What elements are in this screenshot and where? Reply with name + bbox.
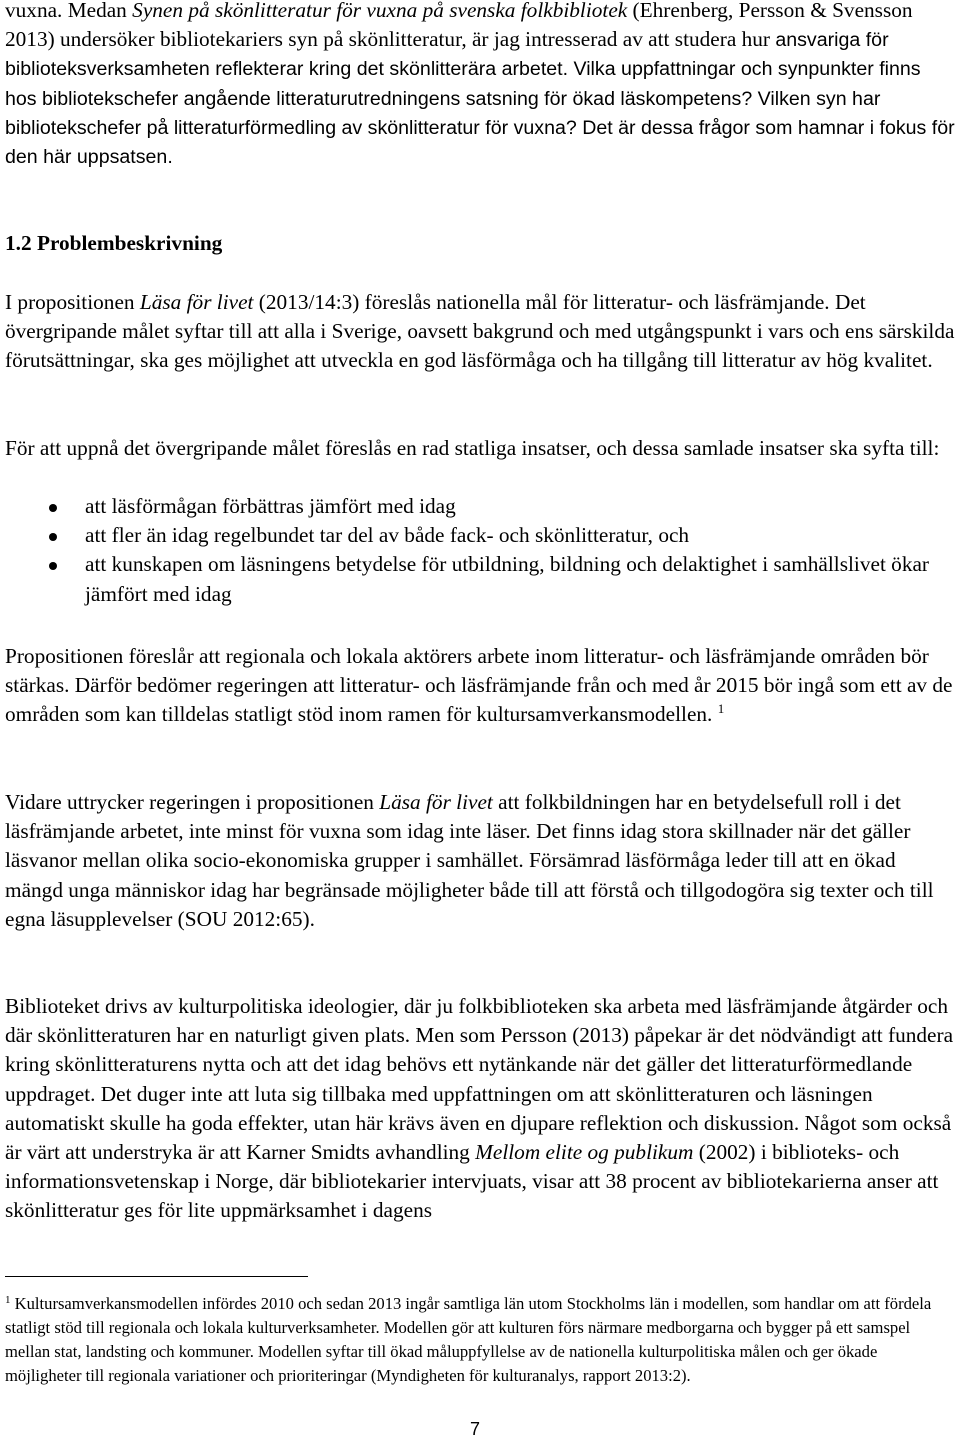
footnote — [5, 1292, 957, 1388]
cited-title: Läsa för livet — [379, 790, 493, 814]
paragraph-proposition — [5, 288, 957, 376]
intro-text-sans: ansvariga för biblioteksverksamheten reflekterar kring det skönlitterära arbetet. Vilka uppfattningar och synpunkter finns hos bibliotekschefer angående litteraturutredningens satsning för ökad läskompetens? Vilken syn har bibliotekschefer på litteraturförmedling av skönlitteratur för vuxna? Det är dessa frågor som hamnar i fokus för den här uppsatsen. — [5, 29, 955, 169]
paragraph-text: Vidare uttrycker regeringen i propositionen — [5, 790, 380, 814]
footnote-text: Kultursamverkansmodellen infördes 2010 och sedan 2013 ingår samtliga län utom Stockholms län i modellen, som handlar om att fördela statligt stöd till regionala och lokala kulturverksamheter. Modellen gör att kulturen förs närmare medborgarna och bygger på ett samspel mellan stat, landsting och kommuner. Modellen syftar till ökad måluppfyllelse av de nationella kulturpolitiska målen och ger ökade möjligheter till regionala variationer och prioriteringar (Myndigheten för kulturanalys, rapport 2013:2). — [5, 1294, 932, 1385]
cited-title: Mellom elite og publikum — [475, 1140, 694, 1165]
bullet-list — [5, 492, 957, 609]
intro-paragraph — [5, 0, 957, 172]
paragraph-text: Propositionen föreslår att regionala och lokala aktörers arbete inom litteratur- och läsfrämjande områden bör stärkas. Därför bedömer regeringen att litteratur- och läsfrämjande från och med år 2015 bör ingå som ett av de områden som kan tilldelas statligt stöd inom ramen för kultursamverkansmodellen. — [5, 644, 953, 727]
bullet-icon — [49, 533, 57, 541]
paragraph-text: (2013/14:3) föreslås nationella mål för litteratur- och läsfrämjande. Det övergripande målet syftar till att alla i Sverige, oavsett bakgrund och med utgångspunkt i vars och ens särskilda förutsättningar, ska ges möjlighet att utveckla en god läsförmåga och ha tillgång till litteratur av hög kvalitet. — [5, 290, 955, 373]
paragraph-text: att folkbildningen har en betydelsefull roll i det läsfrämjande arbetet, inte minst för vuxna som idag inte läser. Det finns idag stora skillnader när det gäller läsvanor mellan olika socio-ekonomiska grupper i samhället. Försämrad läsförmåga leder till att en ökad mängd unga människor idag har begränsade möjligheter både till att förstå och tillgodogöra sig texter och till egna läsupplevelser (SOU 2012:65). — [5, 790, 934, 931]
bullet-icon — [49, 504, 57, 512]
intro-cited-title: Synen på skönlitteratur för vuxna på svenska folkbibliotek — [132, 0, 628, 22]
section-heading: 1.2 Problembeskrivning — [5, 231, 223, 255]
paragraph-folkbildning — [5, 788, 957, 934]
paragraph-insatser: För att uppnå det övergripande målet föreslås en rad statliga insatser, och dessa samlade insatser ska syfta till: — [5, 436, 940, 460]
list-item-text: att fler än idag regelbundet tar del av både fack- och skönlitteratur, och — [85, 523, 690, 548]
bullet-icon — [49, 562, 57, 570]
list-item — [5, 521, 957, 550]
paragraph-text: (2002) i biblioteks- och informationsvetenskap i Norge, där bibliotekarier intervjuats, visar att 38 procent av bibliotekarierna anser att skönlitteratur ges för lite uppmärksamhet i dagens — [5, 1140, 939, 1223]
paragraph-text: Biblioteket drivs av kulturpolitiska ideologier, där ju folkbiblioteken ska arbeta med läsfrämjande åtgärder och där skönlitteraturen har en naturligt given plats. Men som Persson (2013) påpekar är det nödvändigt att fundera kring skönlitteraturens nytta och att det idag behövs ett nytänkande när det gäller det litteraturförmedlande uppdraget. Det duger inte att luta sig tillbaka med uppfattningen om att skönlitteraturen och läsningen automatiskt skulle ha goda effekter, utan här krävs även en djupare reflektion och diskussion. Något som också är värt att understryka är att Karner Smidts avhandling — [5, 994, 954, 1165]
paragraph-biblioteket — [5, 992, 957, 1226]
paragraph-regionala — [5, 642, 957, 730]
footnote-number: 1 — [5, 1294, 11, 1306]
intro-text-serif: vuxna. Medan — [5, 0, 133, 22]
list-item-text: att läsförmågan förbättras jämfört med idag — [85, 494, 456, 518]
paragraph-text: I propositionen — [5, 290, 140, 314]
cited-title: Läsa för livet — [139, 290, 254, 314]
list-item — [5, 550, 957, 608]
footnote-divider — [5, 1276, 308, 1277]
footnote-reference: 1 — [717, 701, 725, 717]
intro-text-serif-cont: (Ehrenberg, Persson & Svensson 2013) undersöker bibliotekariers syn på skönlitteratur, är jag intresserad av att studera hur — [5, 0, 913, 52]
list-item — [5, 492, 957, 521]
page-number: 7 — [470, 1419, 481, 1439]
list-item-text: att kunskapen om läsningens betydelse för utbildning, bildning och delaktighet i samhällslivet ökar jämfört med idag — [85, 552, 930, 606]
